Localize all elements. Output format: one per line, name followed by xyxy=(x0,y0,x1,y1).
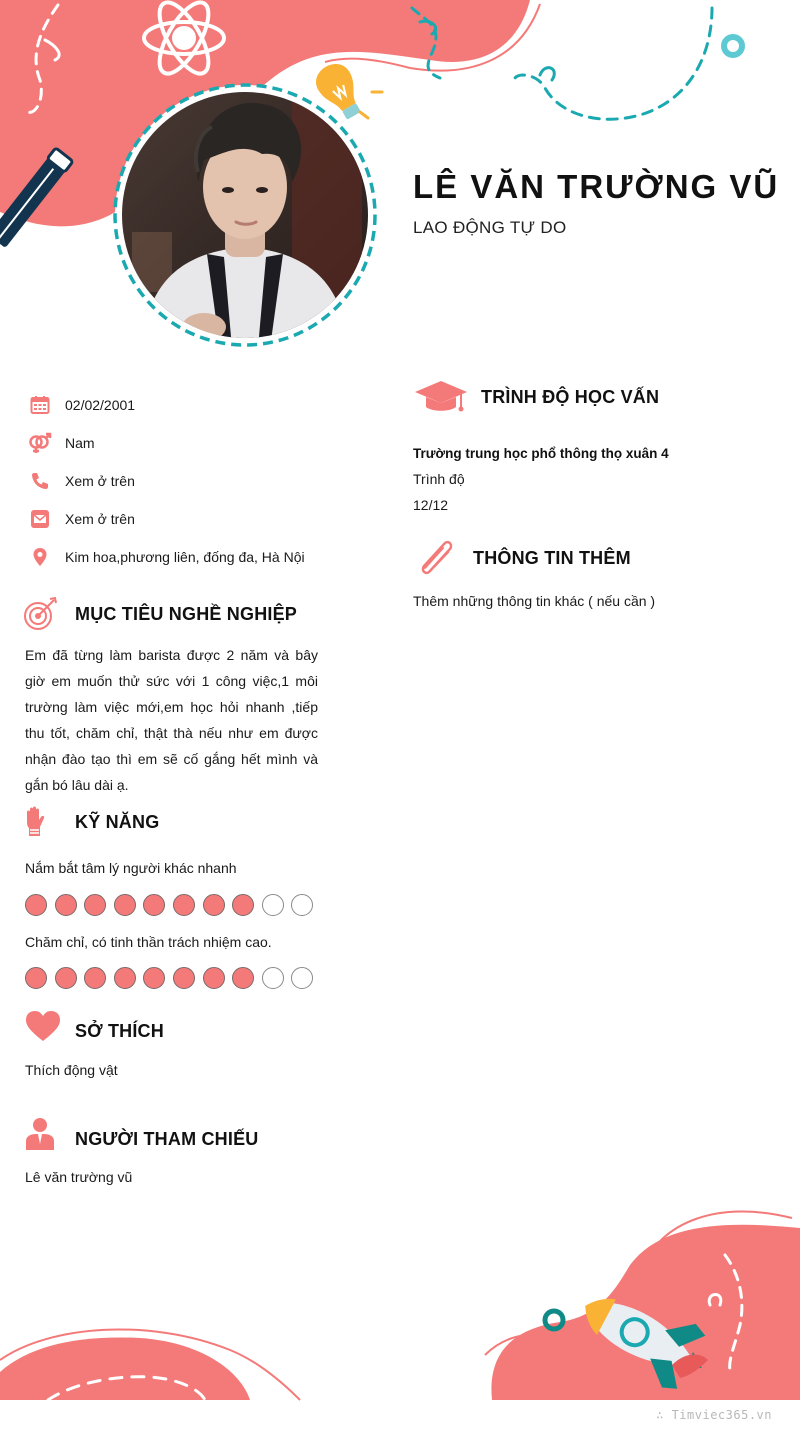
profile-photo xyxy=(112,82,378,348)
rating-dot-filled xyxy=(114,894,136,916)
education-school: Trường trung học phổ thông thọ xuân 4 xyxy=(413,446,669,461)
rating-dot-filled xyxy=(203,967,225,989)
rating-dot-filled xyxy=(143,967,165,989)
phone-value: Xem ở trên xyxy=(65,473,135,489)
references-heading xyxy=(25,1117,258,1151)
job-title: LAO ĐỘNG TỰ DO xyxy=(413,218,567,237)
email-value: Xem ở trên xyxy=(65,511,135,527)
graduation-cap-icon xyxy=(414,380,468,414)
address-row xyxy=(28,538,368,576)
address-value: Kim hoa,phương liên, đống đa, Hà Nội xyxy=(65,549,305,565)
rating-dot-filled xyxy=(25,894,47,916)
candidate-name: LÊ VĂN TRƯỜNG VŨ xyxy=(413,168,780,205)
target-icon xyxy=(23,596,59,632)
rating-dot-filled xyxy=(84,967,106,989)
profile-photo-frame xyxy=(112,82,378,348)
skill-rating xyxy=(25,967,321,989)
contact-info xyxy=(28,386,368,576)
skill-name: Chăm chỉ, có tinh thần trách nhiệm cao. xyxy=(25,934,272,950)
birthday-row xyxy=(28,386,368,424)
rating-dot-filled xyxy=(84,894,106,916)
references-text: Lê văn trường vũ xyxy=(25,1169,133,1185)
objective-heading xyxy=(23,596,297,632)
hobbies-title: SỞ THÍCH xyxy=(75,1020,164,1041)
rating-dot-filled xyxy=(114,967,136,989)
rating-dot-empty xyxy=(291,967,313,989)
phone-row xyxy=(28,462,368,500)
rating-dot-filled xyxy=(55,967,77,989)
rating-dot-filled xyxy=(232,894,254,916)
teal-loop-right xyxy=(540,68,554,80)
skill-rating xyxy=(25,894,321,916)
gender-icon xyxy=(28,431,52,455)
rating-dot-empty xyxy=(262,967,284,989)
location-icon xyxy=(28,545,52,569)
hobbies-text: Thích động vật xyxy=(25,1062,118,1078)
objective-title: MỤC TIÊU NGHỀ NGHIỆP xyxy=(75,603,298,624)
rating-dot-filled xyxy=(143,894,165,916)
education-heading xyxy=(414,380,659,414)
watermark: ∴ Timviec365.vn xyxy=(656,1408,772,1422)
email-row xyxy=(28,500,368,538)
rating-dot-filled xyxy=(203,894,225,916)
paperclip-icon xyxy=(416,537,458,579)
rating-dot-filled xyxy=(55,894,77,916)
rating-dot-empty xyxy=(262,894,284,916)
hand-icon xyxy=(23,806,51,838)
rating-dot-empty xyxy=(291,894,313,916)
skill-name: Nắm bắt tâm lý người khác nhanh xyxy=(25,860,237,876)
extra-title: THÔNG TIN THÊM xyxy=(473,547,631,568)
education-level: Trình độ xyxy=(413,471,465,487)
references-title: NGƯỜI THAM CHIẾU xyxy=(75,1128,259,1149)
heart-icon xyxy=(25,1010,61,1042)
bottom-left-blob xyxy=(0,1337,250,1400)
education-title: TRÌNH ĐỘ HỌC VẤN xyxy=(481,386,660,407)
calendar-icon xyxy=(28,393,52,417)
person-icon xyxy=(25,1117,55,1151)
email-icon xyxy=(28,507,52,531)
skills-title: KỸ NĂNG xyxy=(75,811,160,832)
rating-dot-filled xyxy=(25,967,47,989)
gender-value: Nam xyxy=(65,435,95,451)
extra-heading xyxy=(416,537,631,579)
gender-row xyxy=(28,424,368,462)
extra-text: Thêm những thông tin khác ( nếu cần ) xyxy=(413,593,656,609)
dashed-curve-right xyxy=(515,8,712,119)
bottom-right-blob xyxy=(491,1225,800,1400)
hobbies-heading xyxy=(25,1010,164,1042)
birthday-value: 02/02/2001 xyxy=(65,397,136,413)
objective-text: Em đã từng làm barista được 2 năm và bây giờ em muốn thử sức với 1 công việc,1 môi trường làm việc mới,em học hỏi nhanh ,tiếp thu tốt, chăm chỉ, thật thà nếu như em được nhận đào tạo thì em sẽ cố gắng hết mình và gắn bó lâu dài ạ. xyxy=(25,647,318,793)
rating-dot-filled xyxy=(232,967,254,989)
rating-dot-filled xyxy=(173,894,195,916)
rating-dot-filled xyxy=(173,967,195,989)
education-grade: 12/12 xyxy=(413,497,449,513)
phone-icon xyxy=(28,469,52,493)
skills-heading xyxy=(23,806,159,838)
teal-ring xyxy=(724,37,742,55)
